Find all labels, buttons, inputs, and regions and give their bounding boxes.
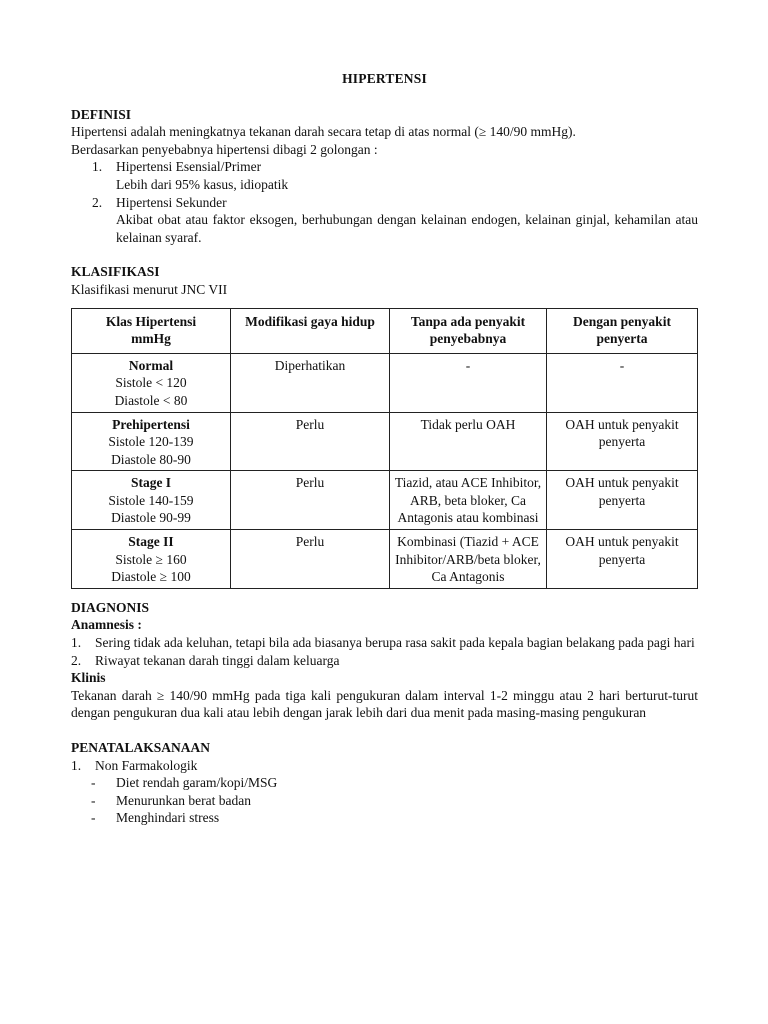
table-cell-klas: Prehipertensi Sistole 120-139 Diastole 80-90: [72, 412, 231, 471]
list-number: 1.: [92, 159, 103, 175]
klinis-label: Klinis: [71, 670, 106, 686]
table-cell: OAH untuk penyakit penyerta: [547, 471, 698, 530]
list-item-desc: Lebih dari 95% kasus, idiopatik: [116, 176, 289, 192]
dash-bullet: -: [91, 810, 96, 826]
table-cell: Tidak perlu OAH: [390, 412, 547, 471]
list-number: 1.: [71, 757, 82, 773]
list-item-desc: Akibat obat atau faktor eksogen, berhubungan dengan kelainan endogen, kelainan ginjal, kehamilan atau kelainan syaraf.: [116, 212, 698, 245]
sub-list: [71, 774, 698, 827]
definisi-list: [71, 158, 698, 246]
list-item-text: Riwayat tekanan darah tinggi dalam keluarga: [95, 652, 340, 668]
list-item-title: Hipertensi Esensial/Primer: [116, 159, 262, 175]
sub-list-item: [71, 792, 698, 810]
list-item: [71, 158, 698, 193]
section-heading-definisi: DEFINISI: [71, 106, 132, 122]
table-cell: Perlu: [231, 530, 390, 589]
table-row: [72, 353, 698, 412]
table-cell: Perlu: [231, 471, 390, 530]
table-header-cell: Klas Hipertensi mmHg: [72, 308, 231, 353]
klasifikasi-subtitle: Klasifikasi menurut JNC VII: [71, 281, 228, 297]
list-item-text: Sering tidak ada keluhan, tetapi bila ada biasanya berupa rasa sakit pada kepala bagian belakang pada pagi hari: [95, 635, 695, 651]
table-row: [72, 412, 698, 471]
list-item: [71, 757, 698, 775]
dash-bullet: -: [91, 775, 96, 791]
list-item: [71, 194, 698, 247]
list-item: [71, 652, 698, 670]
table-header-row: [72, 308, 698, 353]
list-number: 2.: [92, 194, 103, 210]
table-cell: Diperhatikan: [231, 353, 390, 412]
list-item-text: Non Farmakologik: [95, 757, 198, 773]
list-item: [71, 634, 698, 652]
penatalaksanaan-list: [71, 757, 698, 775]
sub-list-text: Menghindari stress: [116, 810, 220, 826]
table-cell-klas: Stage II Sistole ≥ 160 Diastole ≥ 100: [72, 530, 231, 589]
section-heading-penatalaksanaan: PENATALAKSANAAN: [71, 740, 211, 755]
table-row: [72, 530, 698, 589]
page-title: HIPERTENSI: [342, 71, 427, 86]
table-cell: OAH untuk penyakit penyerta: [547, 530, 698, 589]
section-heading-klasifikasi: KLASIFIKASI: [71, 264, 160, 280]
sub-list-text: Diet rendah garam/kopi/MSG: [116, 775, 278, 791]
definisi-line-2: Berdasarkan penyebabnya hipertensi dibagi 2 golongan :: [71, 141, 378, 157]
dash-bullet: -: [91, 792, 96, 808]
table-cell: Tiazid, atau ACE Inhibitor, ARB, beta bloker, Ca Antagonis atau kombinasi: [390, 471, 547, 530]
list-number: 1.: [71, 635, 82, 651]
table-cell: Perlu: [231, 412, 390, 471]
table-cell: -: [390, 353, 547, 412]
list-item-title: Hipertensi Sekunder: [116, 194, 227, 210]
table-row: [72, 471, 698, 530]
list-number: 2.: [71, 652, 82, 668]
sub-list-item: [71, 774, 698, 792]
table-header-cell: Tanpa ada penyakit penyebabnya: [390, 308, 547, 353]
table-cell-klas: Stage I Sistole 140-159 Diastole 90-99: [72, 471, 231, 530]
table-cell: OAH untuk penyakit penyerta: [547, 412, 698, 471]
klinis-text: Tekanan darah ≥ 140/90 mmHg pada tiga kali pengukuran dalam interval 1-2 minggu atau 2 hari berturut-turut dengan pengukuran dua kali atau lebih dengan jarak lebih dari dua menit pada masing-masing pengukuran: [71, 687, 698, 721]
table-header-cell: Dengan penyakit penyerta: [547, 308, 698, 353]
table-cell: Kombinasi (Tiazid + ACE Inhibitor/ARB/beta bloker, Ca Antagonis: [390, 530, 547, 589]
table-header-cell: Modifikasi gaya hidup: [231, 308, 390, 353]
section-heading-diagnosis: DIAGNONIS: [71, 599, 150, 615]
table-cell-klas: Normal Sistole < 120 Diastole < 80: [72, 353, 231, 412]
anamnesis-list: [71, 634, 698, 669]
sub-list-text: Menurunkan berat badan: [116, 792, 251, 808]
anamnesis-label: Anamnesis :: [71, 617, 142, 633]
table-cell: -: [547, 353, 698, 412]
definisi-line-1: Hipertensi adalah meningkatnya tekanan darah secara tetap di atas normal (≥ 140/90 mmHg).: [71, 124, 576, 140]
classification-table: [71, 308, 698, 589]
document-page: [71, 70, 698, 827]
sub-list-item: [71, 809, 698, 827]
